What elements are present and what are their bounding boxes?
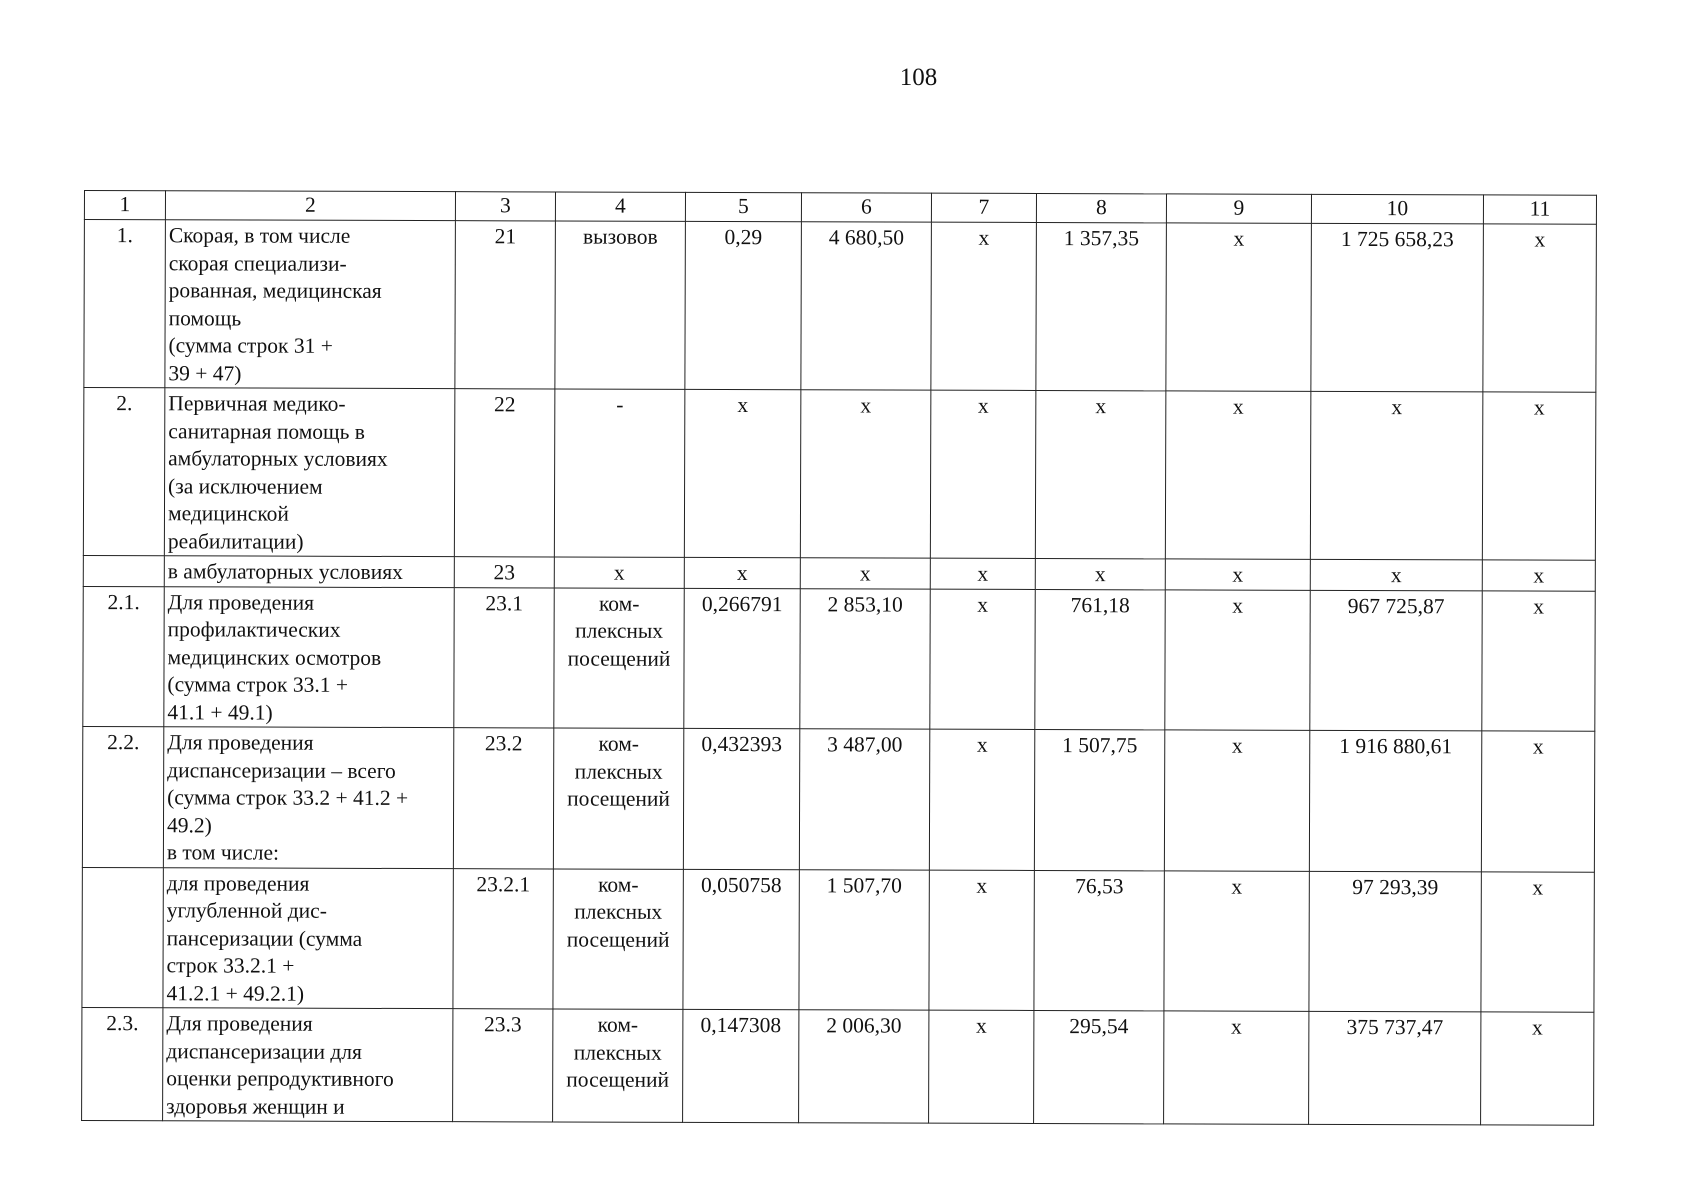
value-cell-6: х — [800, 390, 931, 558]
value-cell-11: х — [1482, 560, 1595, 591]
value-cell-8: 761,18 — [1035, 589, 1165, 730]
value-cell-11: х — [1481, 731, 1594, 872]
value-cell-9: х — [1165, 391, 1311, 559]
unit-cell-line: ком- — [598, 591, 640, 616]
value-cell-10: 1 725 658,23 — [1311, 223, 1484, 392]
table-row — [83, 388, 1596, 561]
value-cell-9: х — [1164, 1011, 1309, 1124]
service-name-cell — [163, 1008, 453, 1122]
header-cell: 9 — [1166, 194, 1311, 223]
service-name-cell — [163, 727, 453, 868]
service-name-cell-line: (сумма строк 31 + — [168, 333, 333, 358]
service-name-cell-line: Для проведения — [166, 1011, 313, 1036]
header-cell: 10 — [1311, 194, 1483, 224]
value-cell-7: х — [929, 1010, 1034, 1123]
service-name-cell-line: медицинских осмотров — [167, 644, 382, 670]
value-cell-10: 1 916 880,61 — [1309, 730, 1481, 871]
value-cell-5: х — [684, 557, 800, 588]
value-cell-5: х — [684, 389, 801, 557]
unit-cell — [553, 728, 683, 869]
unit-cell-line: плексных — [573, 1040, 662, 1065]
value-cell-7: х — [931, 222, 1037, 390]
unit-cell-line: - — [616, 392, 624, 417]
value-cell-7: х — [929, 870, 1034, 1011]
value-cell-11: х — [1483, 224, 1597, 392]
column-number-row — [84, 191, 1596, 225]
value-cell-7: х — [930, 589, 1035, 730]
header-cell: 1 — [84, 191, 165, 220]
line-code-cell: 23.3 — [453, 1009, 553, 1122]
service-name-cell-line: Первичная медико- — [168, 391, 346, 416]
service-name-cell-line: медицинской — [167, 501, 290, 526]
value-cell-7: х — [930, 558, 1035, 589]
value-cell-6: 2 853,10 — [800, 588, 930, 729]
value-cell-10: х — [1310, 559, 1482, 590]
unit-cell-line: вызовов — [583, 224, 658, 249]
line-code-cell: 22 — [454, 389, 555, 557]
value-cell-11: х — [1482, 590, 1595, 731]
service-name-cell-line: для проведения — [166, 870, 310, 896]
service-name-cell-line: углубленной дис- — [166, 898, 327, 923]
value-cell-9: х — [1165, 559, 1310, 590]
service-name-cell-line: (сумма строк 33.1 + — [167, 672, 349, 697]
service-name-cell-line: рованная, медицинская — [168, 278, 382, 303]
value-cell-11: х — [1482, 392, 1596, 560]
header-cell: 7 — [931, 193, 1036, 222]
value-cell-8: 1 357,35 — [1036, 222, 1167, 390]
service-name-cell-line: оценки репродуктивного — [166, 1066, 394, 1091]
service-name-cell-line: санитарная помощь в — [168, 418, 365, 444]
service-name-cell — [163, 867, 453, 1008]
unit-cell-line: ком- — [598, 872, 639, 897]
table-row — [83, 555, 1595, 590]
value-cell-8: 1 507,75 — [1034, 729, 1164, 870]
service-name-cell-line: Скорая, в том числе — [168, 223, 351, 248]
table-row — [83, 586, 1595, 731]
row-number-cell: 2.3. — [82, 1007, 163, 1120]
value-cell-9: х — [1164, 870, 1309, 1011]
value-cell-8: 295,54 — [1034, 1010, 1164, 1123]
unit-cell — [554, 557, 684, 588]
unit-cell — [554, 587, 684, 728]
service-name-cell-line: диспансеризации – всего — [167, 757, 396, 783]
line-code-cell: 23.2.1 — [453, 868, 553, 1009]
service-name-cell — [164, 556, 454, 587]
value-cell-11: х — [1481, 871, 1594, 1012]
value-cell-6: х — [800, 558, 930, 589]
table-row — [82, 726, 1594, 871]
value-cell-10: 97 293,39 — [1309, 871, 1481, 1012]
value-cell-8: х — [1035, 558, 1165, 589]
service-name-cell-line: амбулаторных условиях — [168, 446, 388, 471]
service-name-cell-line: скорая специализи- — [168, 250, 347, 276]
unit-cell-line: плексных — [575, 618, 664, 643]
value-cell-10: х — [1310, 391, 1483, 560]
value-cell-5: 0,266791 — [684, 588, 800, 729]
value-cell-6: 1 507,70 — [799, 869, 929, 1010]
unit-cell-line: посещений — [567, 646, 671, 671]
service-name-cell-line: Для проведения — [167, 589, 315, 615]
unit-cell-line: плексных — [574, 759, 663, 784]
service-name-cell — [164, 388, 455, 557]
header-cell: 11 — [1483, 195, 1596, 224]
header-cell: 5 — [685, 192, 801, 221]
unit-cell-line: ком- — [598, 731, 640, 756]
unit-cell-line: посещений — [566, 927, 670, 952]
service-name-cell-line: диспансеризации для — [166, 1038, 362, 1064]
value-cell-11: х — [1481, 1012, 1594, 1125]
line-code-cell: 23.1 — [454, 587, 554, 728]
row-number-cell: 2.2. — [82, 726, 163, 867]
service-name-cell-line: 39 + 47) — [168, 360, 242, 385]
service-name-cell-line: помощь — [168, 305, 242, 330]
value-cell-9: х — [1164, 730, 1309, 871]
service-name-cell-line: в том числе: — [166, 840, 280, 865]
value-cell-7: х — [929, 729, 1034, 870]
line-code-cell: 23.2 — [453, 728, 553, 869]
value-cell-6: 3 487,00 — [799, 729, 929, 870]
value-cell-8: х — [1035, 390, 1166, 558]
service-name-cell-line: в амбулаторных условиях — [167, 559, 403, 585]
unit-cell — [553, 1009, 683, 1122]
row-number-cell — [83, 555, 164, 586]
service-name-cell-line: реабилитации) — [167, 528, 304, 554]
service-name-cell-line: пансеризации (сумма — [166, 925, 363, 951]
tariff-table — [81, 190, 1597, 1126]
value-cell-8: 76,53 — [1034, 870, 1164, 1011]
value-cell-5: 0,432393 — [683, 728, 799, 869]
unit-cell — [554, 389, 685, 557]
service-name-cell-line: 49.2) — [166, 812, 212, 837]
service-name-cell-line: 41.1 + 49.1) — [167, 699, 273, 725]
service-name-cell — [165, 220, 456, 389]
header-cell: 4 — [555, 192, 685, 221]
value-cell-9: х — [1166, 223, 1312, 391]
value-cell-5: 0,29 — [685, 221, 802, 389]
value-cell-6: 2 006,30 — [799, 1010, 929, 1123]
table-row — [82, 1007, 1594, 1125]
value-cell-10: 967 725,87 — [1310, 590, 1482, 731]
header-cell: 2 — [165, 191, 455, 221]
value-cell-5: 0,050758 — [683, 869, 799, 1010]
value-cell-9: х — [1165, 589, 1310, 730]
header-cell: 3 — [455, 192, 555, 221]
unit-cell-line: ком- — [597, 1012, 639, 1037]
unit-cell-line: посещений — [566, 1067, 670, 1092]
header-cell: 6 — [801, 193, 931, 222]
row-number-cell: 1. — [84, 220, 166, 388]
service-name-cell-line: строк 33.2.1 + — [166, 953, 295, 978]
service-name-cell-line: (сумма строк 33.2 + 41.2 + — [167, 785, 409, 811]
unit-cell-line: посещений — [567, 786, 671, 811]
table-row — [84, 220, 1597, 393]
service-name-cell — [164, 586, 454, 727]
service-name-cell-line: профилактических — [167, 617, 341, 642]
row-number-cell: 2. — [83, 388, 165, 556]
unit-cell-line: х — [613, 560, 625, 585]
service-name-cell-line: (за исключением — [168, 473, 323, 499]
value-cell-5: 0,147308 — [683, 1009, 799, 1122]
page-number: 108 — [899, 64, 938, 91]
service-name-cell-line: 41.2.1 + 49.2.1) — [166, 980, 305, 1006]
line-code-cell: 21 — [455, 221, 556, 389]
value-cell-10: 375 737,47 — [1309, 1011, 1481, 1125]
unit-cell — [555, 221, 686, 389]
table-row — [82, 867, 1594, 1012]
value-cell-6: 4 680,50 — [801, 222, 932, 390]
unit-cell-line: плексных — [574, 899, 663, 924]
row-number-cell: 2.1. — [83, 586, 164, 727]
unit-cell — [553, 868, 683, 1009]
service-name-cell-line: здоровья женщин и — [166, 1093, 345, 1119]
service-name-cell-line: Для проведения — [167, 730, 314, 755]
line-code-cell: 23 — [454, 557, 554, 588]
row-number-cell — [82, 867, 163, 1008]
value-cell-7: х — [930, 390, 1036, 558]
header-cell: 8 — [1036, 193, 1166, 222]
